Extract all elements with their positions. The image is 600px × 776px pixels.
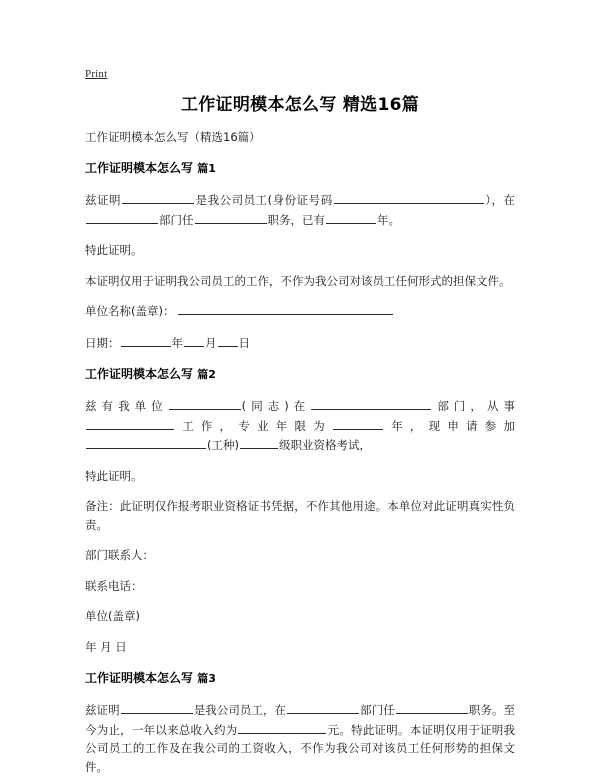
s2-p1-d: 工作，专业年限为 <box>175 418 332 433</box>
section-heading-3 <box>85 669 515 688</box>
blank-professional-years[interactable] <box>333 416 383 430</box>
section-2-paragraph-1 <box>85 396 515 455</box>
blank-job-type[interactable] <box>86 416 174 430</box>
blank-comrade-name[interactable] <box>169 396 241 410</box>
section-2-paragraph-2: 特此证明。 <box>85 468 143 483</box>
section-1-paragraph-3: 本证明仅用于证明我公司员工的工作，不作为我公司对该员工任何形式的担保文件。 <box>85 273 511 288</box>
section-heading-1-text: 工作证明模本怎么写 <box>85 161 194 175</box>
blank-department[interactable] <box>86 210 158 224</box>
section-1-company-name-line <box>85 302 515 321</box>
document-body <box>85 92 515 776</box>
section-heading-2-text: 工作证明模本怎么写 <box>85 367 194 381</box>
section-heading-1 <box>85 159 515 178</box>
blank-day[interactable] <box>218 333 238 347</box>
s3-p1-b: 是我公司员工，在 <box>193 703 287 717</box>
section-1-paragraph-1 <box>85 190 515 229</box>
s2-p1-g: 级职业资格考试， <box>278 438 371 452</box>
s3-p1-a: 兹证明 <box>85 703 120 717</box>
blank-company-name[interactable] <box>178 302 393 315</box>
blank-department-3[interactable] <box>287 700 359 714</box>
section-2-contact-phone: 联系电话： <box>85 578 143 593</box>
s3-p1-e: 元。特此证明。本证明仅用于证明我公司员工的工作及在我公司的工资收入，不作为我公司对该员工任何形势的担保文件。 <box>85 722 516 774</box>
blank-id-number[interactable] <box>334 190 484 204</box>
section-heading-2-number: 篇2 <box>197 368 216 381</box>
section-2-date-line: 年 月 日 <box>85 639 127 654</box>
blank-employee-name[interactable] <box>122 190 194 204</box>
section-1-paragraph-2: 特此证明。 <box>85 243 143 257</box>
s2-p1-e: 年，现申请参加 <box>383 418 515 433</box>
s3-p1-d: 职务。至今为止，一年以来总收入约为 <box>85 703 516 737</box>
s2-p1-f: (工种) <box>207 438 239 452</box>
date-day-unit: 日 <box>238 335 250 350</box>
date-label: 日期： <box>85 335 120 350</box>
print-link[interactable]: Print <box>85 68 108 80</box>
s1-p1-d: 部门任 <box>159 212 194 227</box>
blank-employee-name-3[interactable] <box>121 700 193 714</box>
blank-position[interactable] <box>195 210 267 224</box>
blank-years[interactable] <box>326 210 376 224</box>
blank-year[interactable] <box>121 333 171 347</box>
date-month-unit: 月 <box>205 335 217 350</box>
s1-p1-b: 是我公司员工(身份证号码 <box>195 193 333 207</box>
s1-p1-e: 职务，已有 <box>267 212 325 227</box>
section-1-date-line <box>85 333 515 353</box>
s1-p1-a: 兹证明 <box>85 193 122 207</box>
s1-p1-f: 年。 <box>377 212 400 227</box>
section-heading-2 <box>85 365 515 384</box>
section-3-paragraph-1 <box>85 700 515 776</box>
document-subtitle: 工作证明模本怎么写（精选16篇） <box>85 130 261 144</box>
section-heading-1-number: 篇1 <box>197 162 216 175</box>
section-2-paragraph-3: 备注：此证明仅作报考职业资格证书凭据，不作其他用途。本单位对此证明真实性负责。 <box>85 499 515 532</box>
section-heading-3-text: 工作证明模本怎么写 <box>85 671 194 685</box>
section-2-contact-person: 部门联系人： <box>85 548 154 562</box>
section-heading-3-number: 篇3 <box>197 672 216 685</box>
s1-p1-c: ），在 <box>484 193 515 207</box>
blank-month[interactable] <box>184 333 204 347</box>
blank-department-2[interactable] <box>311 396 431 410</box>
s2-p1-b: (同志)在 <box>241 399 311 413</box>
s3-p1-c: 部门任 <box>360 703 395 717</box>
blank-income[interactable] <box>238 720 326 734</box>
section-2-company-seal: 单位(盖章) <box>85 609 140 623</box>
blank-level[interactable] <box>240 435 278 449</box>
company-name-label: 单位名称(盖章)： <box>85 304 175 318</box>
s2-p1-c: 部门，从事 <box>432 399 515 413</box>
blank-position-3[interactable] <box>396 700 468 714</box>
page-title: 工作证明模本怎么写 精选16篇 <box>180 95 420 115</box>
date-year-unit: 年 <box>171 335 183 350</box>
s2-p1-a: 兹有我单位 <box>85 399 168 413</box>
blank-exam-name[interactable] <box>86 435 206 449</box>
